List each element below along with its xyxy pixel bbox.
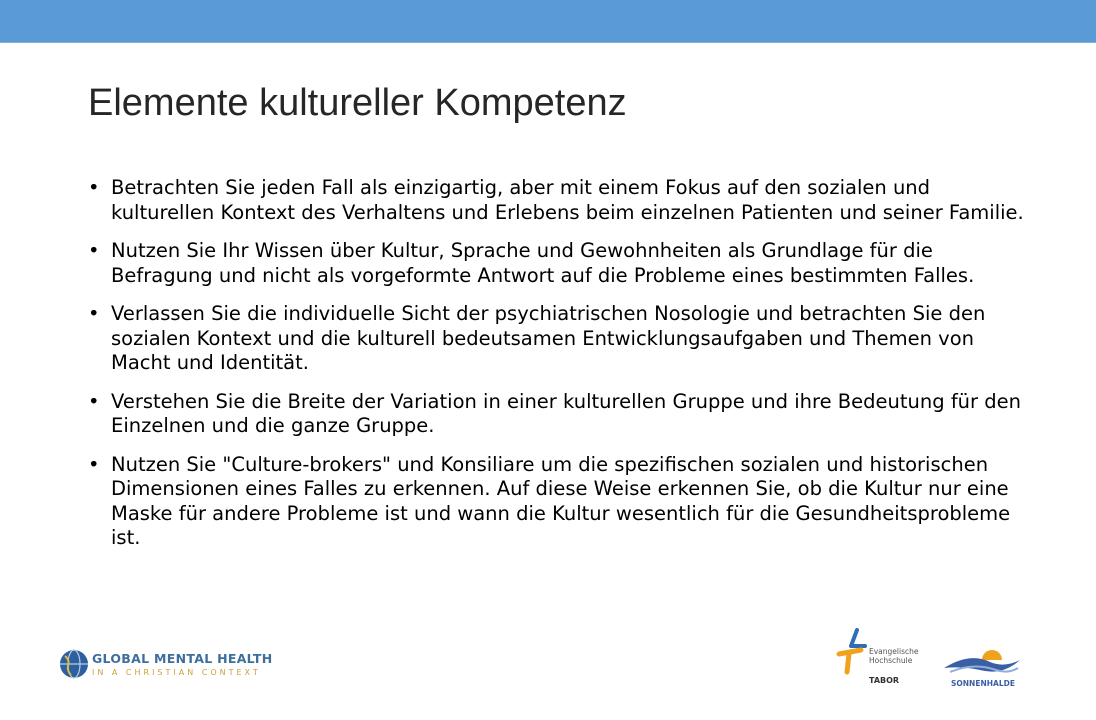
global-mental-health-logo [58,645,273,685]
sonnenhalde-logo [940,646,1022,690]
sonnenhalde-name: SONNENHALDE [951,679,1015,688]
tabor-logo [835,628,919,686]
bullet-item: • Nutzen Sie Ihr Wissen über Kultur, Sprache und Gewohnheiten als Grundlage für die Befragung und nicht als vorgeformte Antwort auf die Probleme eines bestimmten Falles. [88,239,1028,288]
bullet-item: • Verlassen Sie die individuelle Sicht der psychiatrischen Nosologie und betrachten Sie den sozialen Kontext und die kulturell bedeutsamen Entwicklungsaufgaben und Themen von Macht und Identität. [88,302,1028,376]
bullet-list [88,176,1028,565]
gmh-title: GLOBAL MENTAL HEALTH [92,651,273,666]
gmh-subtitle: IN A CHRISTIAN CONTEXT [92,668,261,677]
header-divider [0,42,1096,43]
bullet-item: • Betrachten Sie jeden Fall als einzigartig, aber mit einem Fokus auf den sozialen und kulturellen Kontext des Verhaltens und Erlebens beim einzelnen Patienten und seiner Familie. [88,176,1028,225]
tabor-subtitle: Evangelische Hochschule [869,647,919,665]
globe-icon [58,648,90,680]
bullet-item: • Verstehen Sie die Breite der Variation in einer kulturellen Gruppe und ihre Bedeutung für den Einzelnen und die ganze Gruppe. [88,390,1028,439]
tabor-name: TABOR [869,676,900,685]
sonnenhalde-mark-icon [940,646,1022,678]
bullet-item: • Nutzen Sie "Culture-brokers" und Konsiliare um die spezifischen sozialen und historischen Dimensionen eines Falles zu erkennen. Auf diese Weise erkennen Sie, ob die Kultur nur eine Maske für andere Probleme ist und wann die Kultur wesentlich für die Gesundheitsprobleme ist. [88,453,1028,551]
tabor-mark-icon [835,628,871,678]
slide-title: Elemente kultureller Kompetenz [88,82,627,124]
header-bar [0,0,1096,42]
